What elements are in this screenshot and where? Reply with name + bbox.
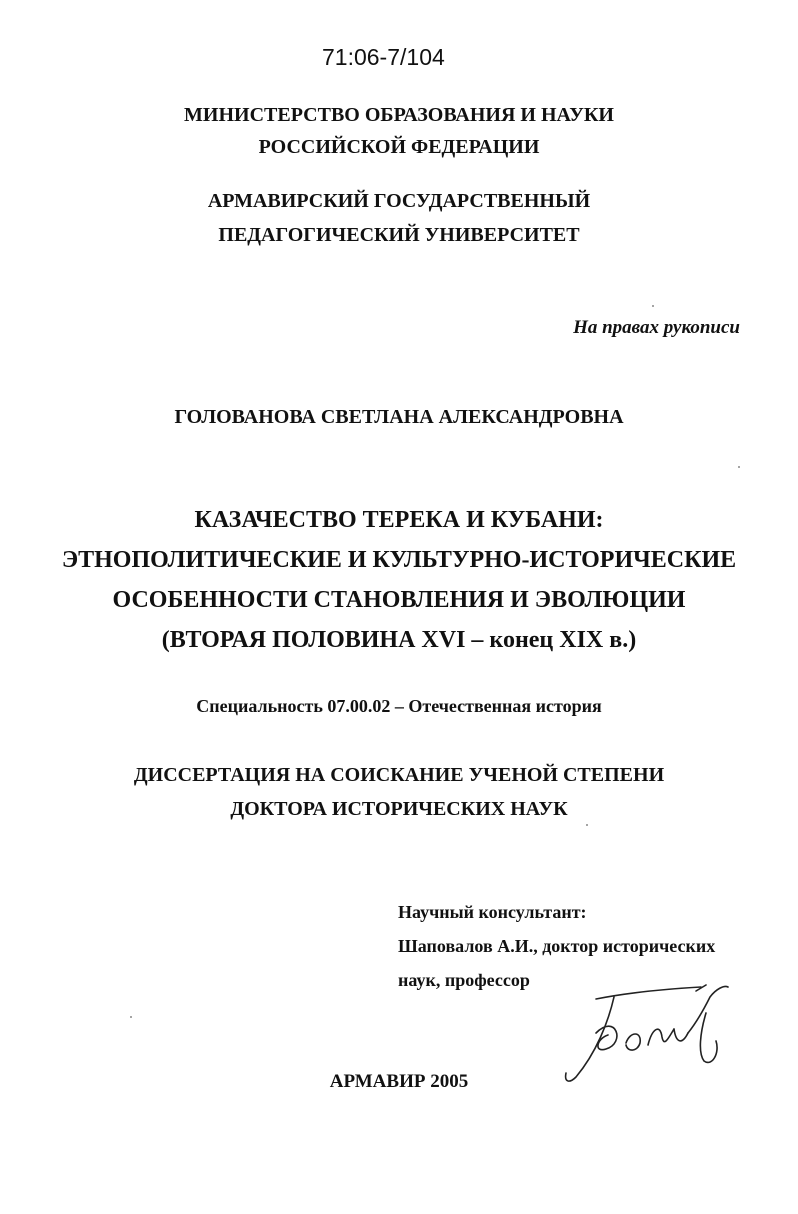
ministry-line-2: РОССИЙСКОЙ ФЕДЕРАЦИИ [258, 136, 540, 158]
city-year: АРМАВИР 2005 [329, 1071, 469, 1092]
signature-icon [556, 983, 756, 1093]
thesis-line-2: ДОКТОРА ИСТОРИЧЕСКИХ НАУК [230, 798, 568, 820]
title-line-3: ОСОБЕННОСТИ СТАНОВЛЕНИЯ И ЭВОЛЮЦИИ [112, 587, 686, 613]
ministry-line-1: МИНИСТЕРСТВО ОБРАЗОВАНИЯ И НАУКИ [184, 104, 614, 126]
author-name: ГОЛОВАНОВА СВЕТЛАНА АЛЕКСАНДРОВНА [174, 406, 624, 428]
university-line-2: ПЕДАГОГИЧЕСКИЙ УНИВЕРСИТЕТ [218, 224, 580, 246]
title-line-2: ЭТНОПОЛИТИЧЕСКИЕ И КУЛЬТУРНО-ИСТОРИЧЕСКИЕ [61, 547, 737, 573]
title-line-4: (ВТОРАЯ ПОЛОВИНА XVI – конец XIX в.) [161, 627, 637, 653]
consultant-label: Научный консультант: [398, 902, 587, 922]
scan-speck [738, 466, 740, 468]
thesis-line-1: ДИССЕРТАЦИЯ НА СОИСКАНИЕ УЧЕНОЙ СТЕПЕНИ [133, 764, 665, 786]
title-line-1: КАЗАЧЕСТВО ТЕРЕКА И КУБАНИ: [194, 507, 604, 533]
university-line-1: АРМАВИРСКИЙ ГОСУДАРСТВЕННЫЙ [207, 190, 591, 212]
scan-speck [586, 824, 588, 826]
scan-speck [652, 305, 654, 307]
manuscript-note: На правах рукописи [573, 317, 740, 338]
archive-code: 71:06-7/104 [322, 44, 445, 70]
specialty: Специальность 07.00.02 – Отечественная история [196, 696, 602, 716]
scan-speck [130, 1016, 132, 1018]
consultant-title: наук, профессор [398, 970, 530, 990]
consultant-name: Шаповалов А.И., доктор исторических [398, 936, 716, 956]
